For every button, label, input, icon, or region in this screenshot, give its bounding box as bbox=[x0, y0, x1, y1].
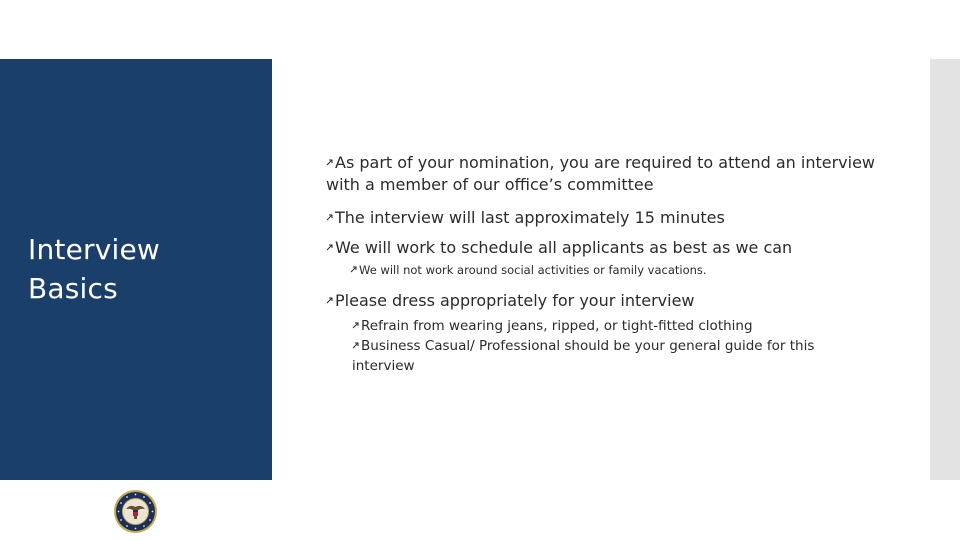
quill-bullet-icon bbox=[326, 214, 333, 221]
slide-title-line-1: Interview bbox=[28, 233, 160, 266]
bullet-item bbox=[326, 237, 886, 279]
sub-bullet-text: Refrain from wearing jeans, ripped, or tight-fitted clothing bbox=[361, 318, 753, 334]
sub-bullet-item bbox=[352, 316, 862, 336]
slide-title bbox=[28, 230, 160, 308]
quill-bullet-icon bbox=[350, 266, 357, 273]
bullet-item bbox=[326, 207, 886, 229]
bullet-text: We will work to schedule all applicants as best as we can bbox=[335, 238, 793, 257]
bullet-item bbox=[326, 152, 886, 196]
bullet-text: As part of your nomination, you are required to attend an interview with a member of our office’s committee bbox=[326, 153, 876, 194]
quill-bullet-icon bbox=[352, 342, 359, 349]
quill-bullet-icon bbox=[352, 322, 359, 329]
sub-bullet-list bbox=[326, 261, 886, 279]
quill-bullet-icon bbox=[326, 297, 333, 304]
sub-bullet-text: Business Casual/ Professional should be your general guide for this interview bbox=[352, 338, 815, 374]
quill-bullet-icon bbox=[326, 159, 333, 166]
bullet-list bbox=[326, 152, 886, 376]
slide-title-line-2: Basics bbox=[28, 272, 118, 305]
quill-bullet-icon bbox=[326, 244, 333, 251]
bullet-text: Please dress appropriately for your interview bbox=[335, 291, 695, 310]
sub-bullet-item bbox=[350, 261, 886, 279]
sub-bullet-item bbox=[352, 336, 862, 376]
sub-bullet-list bbox=[326, 316, 862, 376]
right-accent-strip bbox=[930, 59, 960, 480]
bullet-text: The interview will last approximately 15 minutes bbox=[335, 208, 725, 227]
bullet-item bbox=[326, 290, 886, 376]
congressional-seal-icon bbox=[113, 489, 158, 534]
sub-bullet-text: We will not work around social activities or family vacations. bbox=[359, 263, 707, 277]
